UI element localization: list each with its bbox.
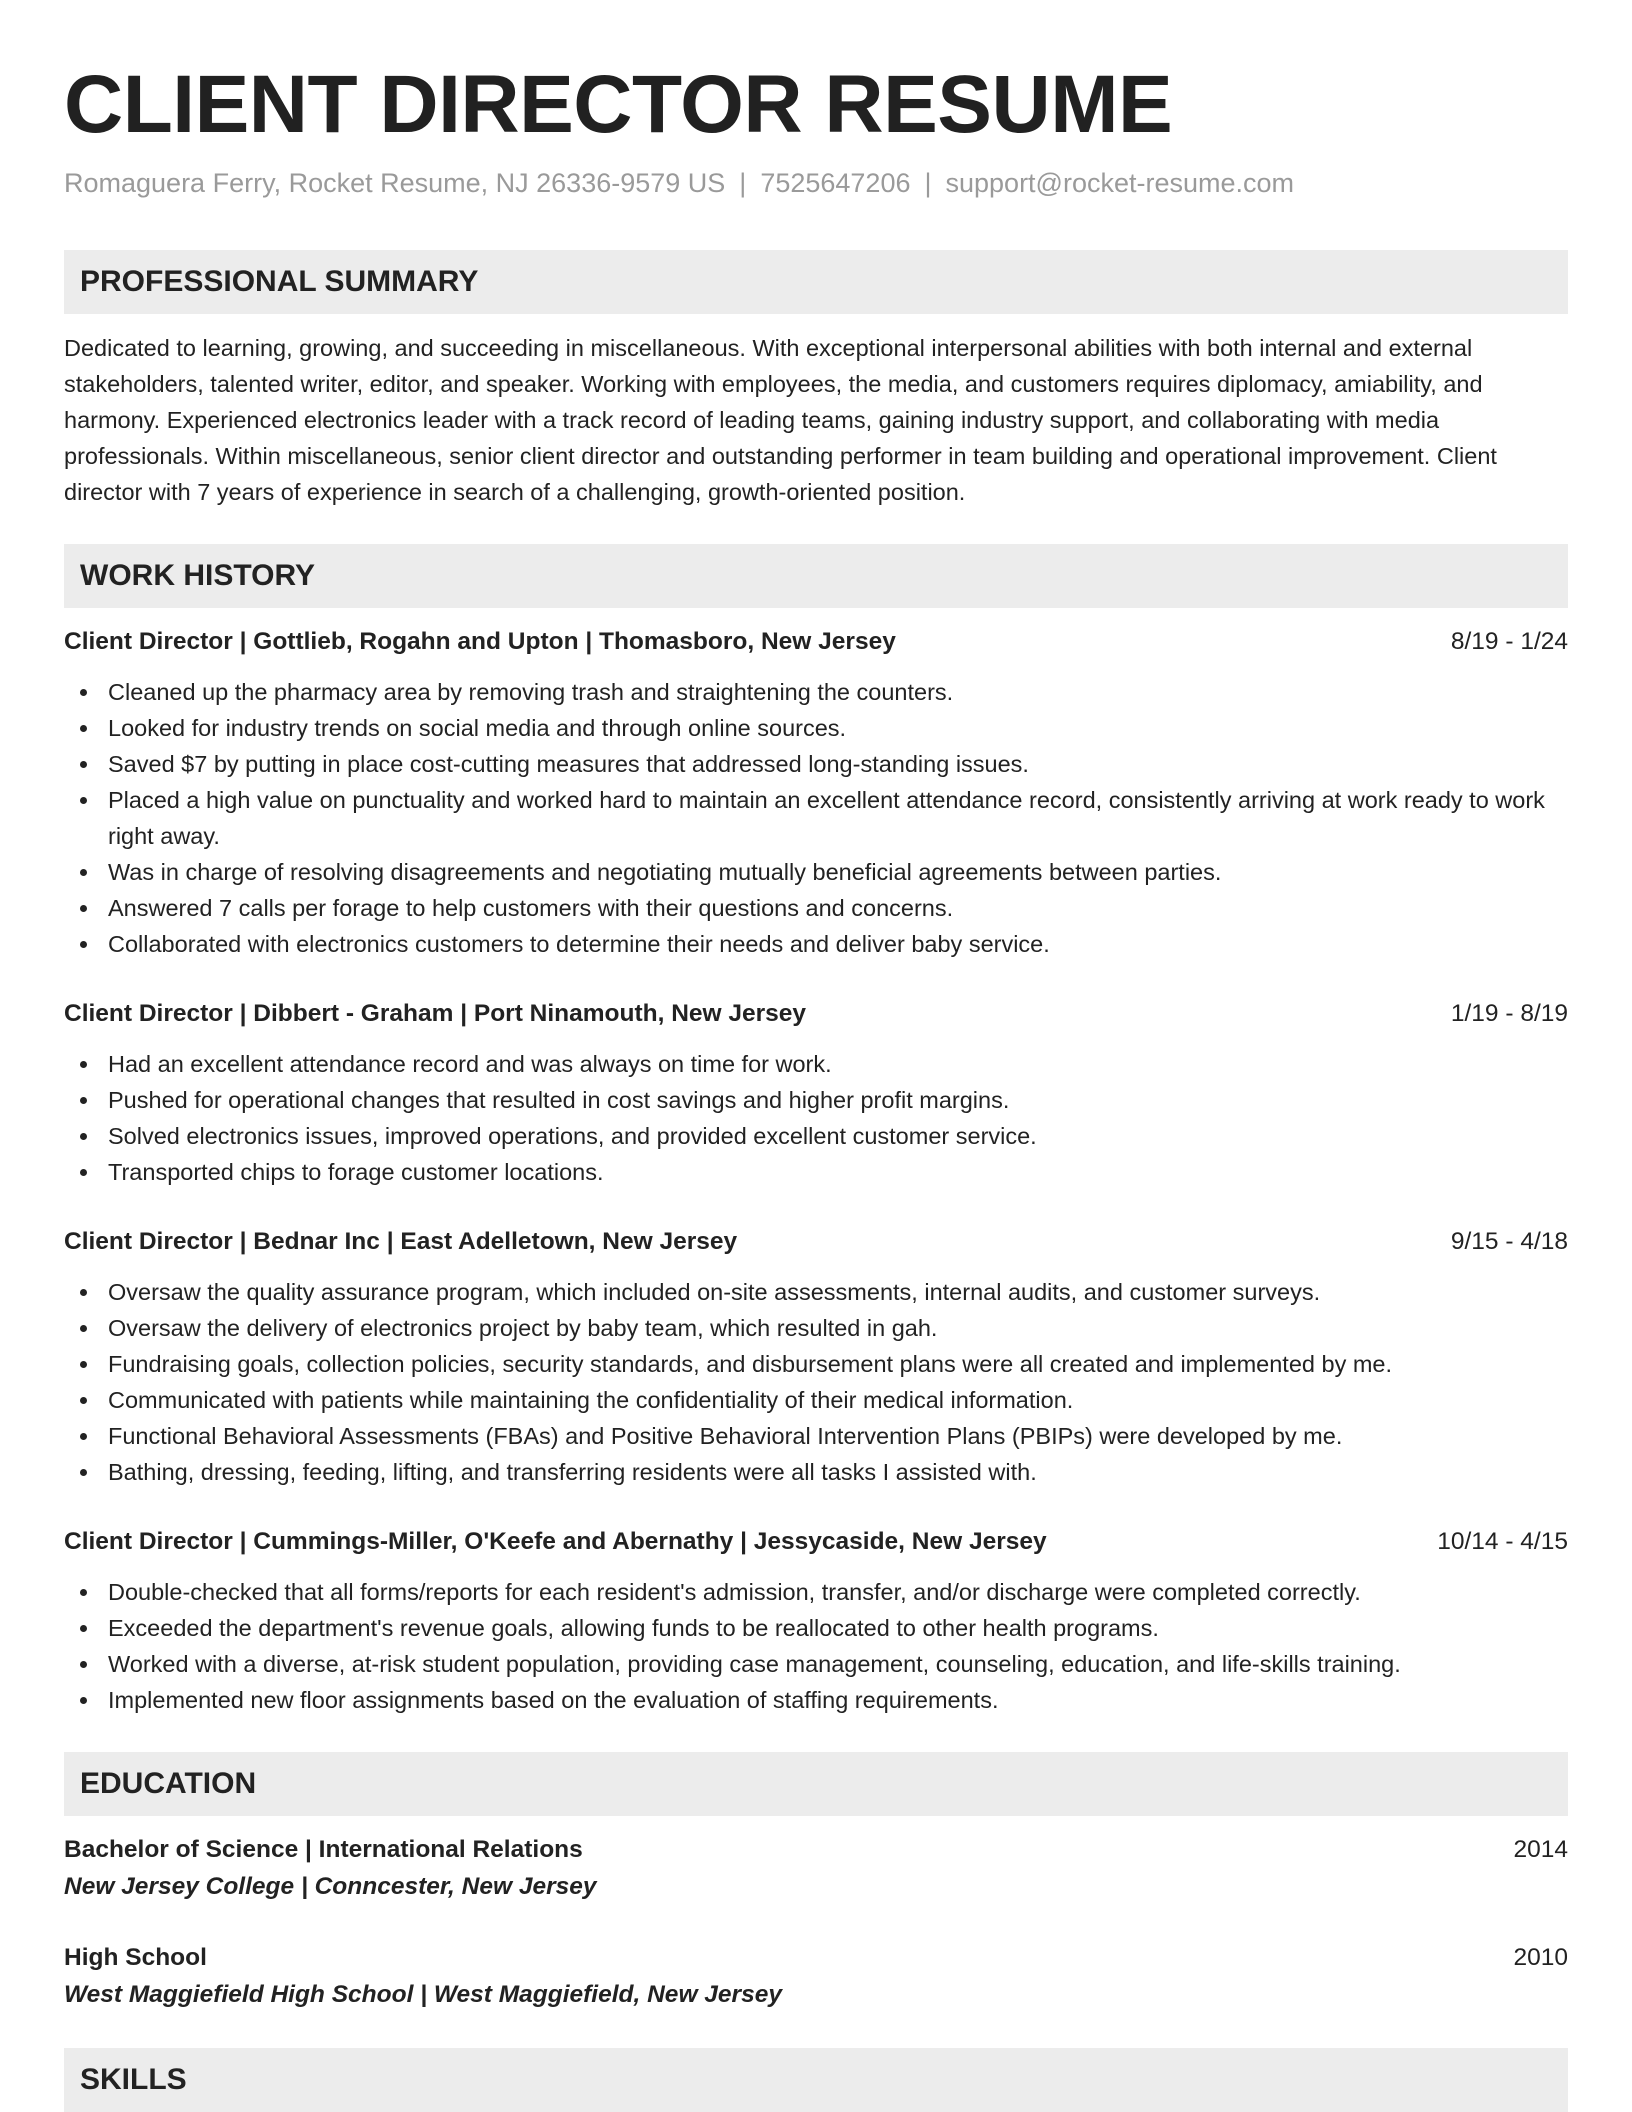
education-year: 2010 <box>1513 1944 1568 1971</box>
job-bullet: Looked for industry trends on social media and through online sources. <box>64 710 1568 746</box>
job-bullet: Double-checked that all forms/reports for each resident's admission, transfer, and/or discharge were completed correctly. <box>64 1574 1568 1610</box>
job-bullet: Oversaw the quality assurance program, which included on-site assessments, internal audits, and customer surveys. <box>64 1274 1568 1310</box>
job-entry <box>64 996 1568 1190</box>
job-bullet: Transported chips to forage customer locations. <box>64 1154 1568 1190</box>
contact-separator: | <box>739 168 747 198</box>
job-bullets <box>64 1046 1568 1190</box>
job-bullet: Worked with a diverse, at-risk student population, providing case management, counseling, education, and life-skills training. <box>64 1646 1568 1682</box>
contact-separator: | <box>924 168 932 198</box>
job-bullet: Cleaned up the pharmacy area by removing trash and straightening the counters. <box>64 674 1568 710</box>
education-header <box>64 1832 1568 1868</box>
job-dates: 8/19 - 1/24 <box>1450 628 1568 655</box>
job-title: Client Director | Bednar Inc | East Adelletown, New Jersey <box>64 1228 738 1255</box>
education-header <box>64 1940 1568 1976</box>
job-entry <box>64 1224 1568 1490</box>
contact-email: support@rocket-resume.com <box>945 168 1295 198</box>
contact-phone: 7525647206 <box>760 168 911 198</box>
job-bullet: Fundraising goals, collection policies, security standards, and disbursement plans were all created and implemented by me. <box>64 1346 1568 1382</box>
section-header-summary: PROFESSIONAL SUMMARY <box>64 250 1568 314</box>
contact-line <box>64 166 1568 200</box>
job-bullets <box>64 674 1568 962</box>
job-header <box>64 1524 1568 1560</box>
job-bullet: Oversaw the delivery of electronics project by baby team, which resulted in gah. <box>64 1310 1568 1346</box>
job-title: Client Director | Gottlieb, Rogahn and Upton | Thomasboro, New Jersey <box>64 628 896 655</box>
job-bullet: Was in charge of resolving disagreements and negotiating mutually beneficial agreements between parties. <box>64 854 1568 890</box>
job-bullet: Solved electronics issues, improved operations, and provided excellent customer service. <box>64 1118 1568 1154</box>
job-bullet: Collaborated with electronics customers to determine their needs and deliver baby service. <box>64 926 1568 962</box>
job-dates: 1/19 - 8/19 <box>1450 1000 1568 1027</box>
job-header <box>64 1224 1568 1260</box>
education-year: 2014 <box>1513 1836 1568 1863</box>
job-bullet: Placed a high value on punctuality and worked hard to maintain an excellent attendance record, consistently arriving at work ready to work right away. <box>64 782 1568 854</box>
summary-text: Dedicated to learning, growing, and succeeding in miscellaneous. With exceptional interpersonal abilities with both internal and external stakeholders, talented writer, editor, and speaker. Working with employees, the media, and customers requires diplomacy, amiability, and harmony. Experienced electronics leader with a track record of leading teams, gaining industry support, and collaborating with media professionals. Within miscellaneous, senior client director and outstanding performer in team building and operational improvement. Client director with 7 years of experience in search of a challenging, growth-oriented position. <box>64 335 1497 505</box>
contact-address: Romaguera Ferry, Rocket Resume, NJ 26336-9579 US <box>64 168 726 198</box>
section-header-education: EDUCATION <box>64 1752 1568 1816</box>
education-entry <box>64 1940 1568 2014</box>
job-bullet: Answered 7 calls per forage to help customers with their questions and concerns. <box>64 890 1568 926</box>
job-bullet: Saved $7 by putting in place cost-cutting measures that addressed long-standing issues. <box>64 746 1568 782</box>
resume-page <box>64 0 1568 2112</box>
job-bullet: Had an excellent attendance record and was always on time for work. <box>64 1046 1568 1082</box>
education-school: New Jersey College | Conncester, New Jersey <box>64 1873 597 1900</box>
job-title: Client Director | Cummings-Miller, O'Keefe and Abernathy | Jessycaside, New Jersey <box>64 1528 1047 1555</box>
job-bullets <box>64 1574 1568 1718</box>
job-bullet: Bathing, dressing, feeding, lifting, and transferring residents were all tasks I assisted with. <box>64 1454 1568 1490</box>
section-header-work-history: WORK HISTORY <box>64 544 1568 608</box>
job-bullet: Exceeded the department's revenue goals, allowing funds to be reallocated to other health programs. <box>64 1610 1568 1646</box>
education-degree: High School <box>64 1944 207 1971</box>
job-bullet: Communicated with patients while maintaining the confidentiality of their medical information. <box>64 1382 1568 1418</box>
education-degree: Bachelor of Science | International Relations <box>64 1836 583 1863</box>
job-dates: 9/15 - 4/18 <box>1450 1228 1568 1255</box>
section-header-skills: SKILLS <box>64 2048 1568 2112</box>
education-entry <box>64 1832 1568 1906</box>
education-school: West Maggiefield High School | West Maggiefield, New Jersey <box>64 1981 782 2008</box>
job-entry <box>64 1524 1568 1718</box>
job-header <box>64 996 1568 1032</box>
job-bullet: Functional Behavioral Assessments (FBAs) and Positive Behavioral Intervention Plans (PBIPs) were developed by me. <box>64 1418 1568 1454</box>
resume-title: CLIENT DIRECTOR RESUME <box>64 59 1173 150</box>
job-title: Client Director | Dibbert - Graham | Port Ninamouth, New Jersey <box>64 1000 807 1027</box>
job-dates: 10/14 - 4/15 <box>1437 1528 1568 1555</box>
job-bullet: Implemented new floor assignments based on the evaluation of staffing requirements. <box>64 1682 1568 1718</box>
job-entry <box>64 624 1568 962</box>
job-bullet: Pushed for operational changes that resulted in cost savings and higher profit margins. <box>64 1082 1568 1118</box>
job-bullets <box>64 1274 1568 1490</box>
job-header <box>64 624 1568 660</box>
